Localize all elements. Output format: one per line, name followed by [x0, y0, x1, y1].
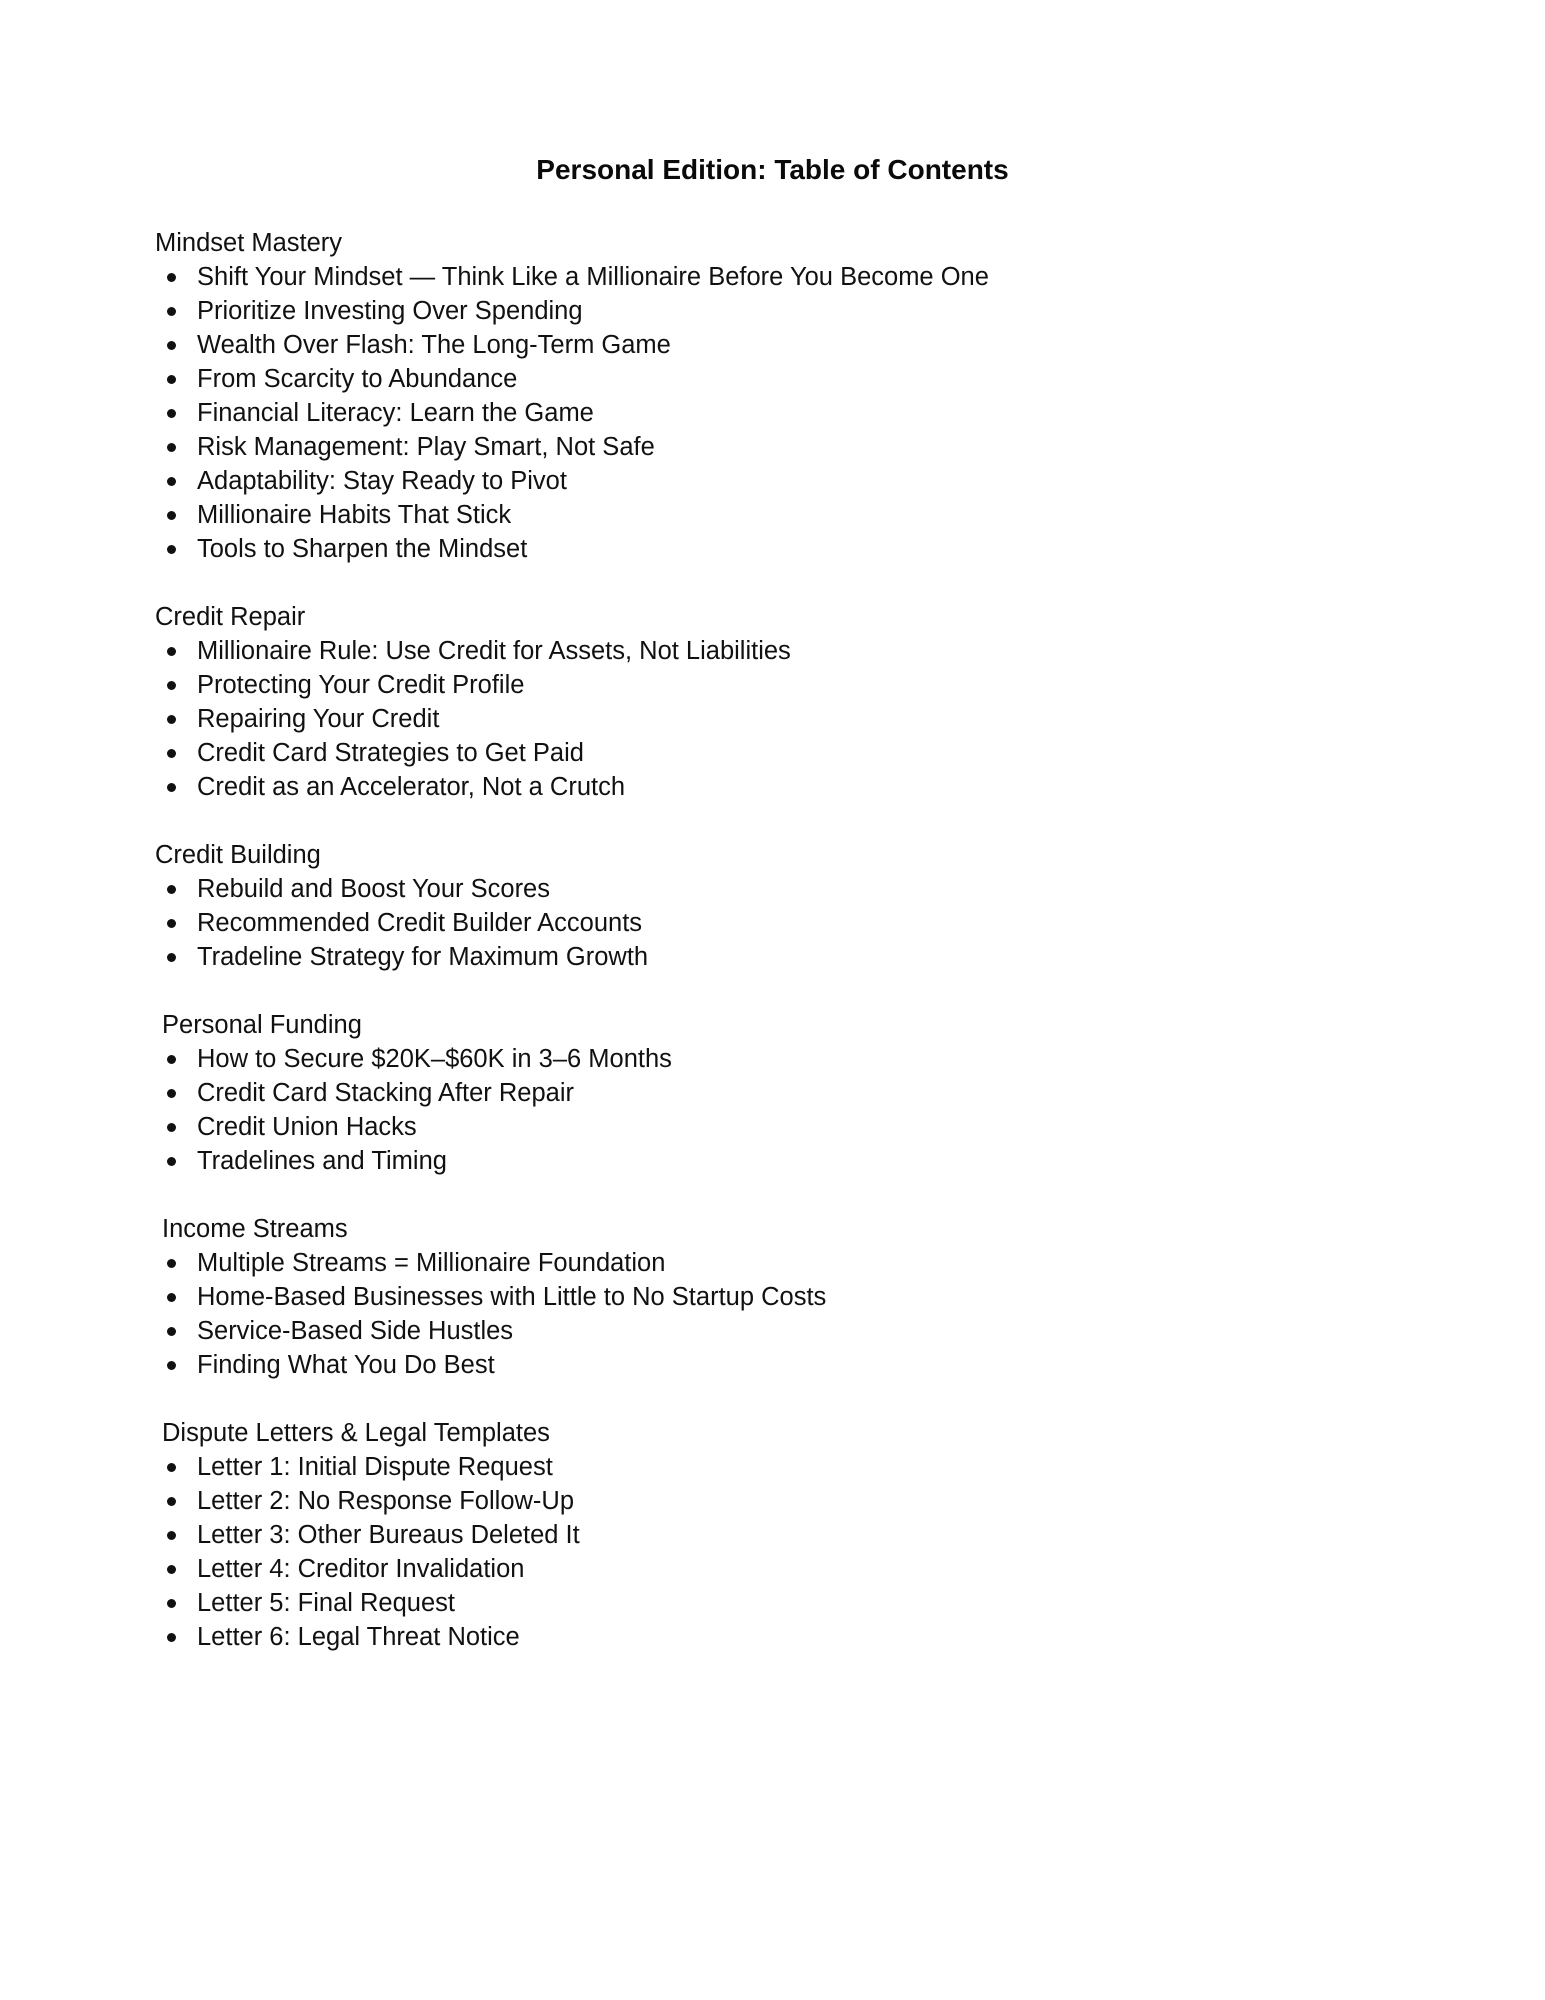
list-item [155, 498, 1405, 532]
list-item [155, 362, 1405, 396]
section-item-list [155, 1246, 1405, 1382]
list-item-text: Letter 4: Creditor Invalidation [197, 1555, 525, 1583]
list-item-text: Credit Card Stacking After Repair [197, 1079, 574, 1107]
bullet-icon [167, 1463, 176, 1472]
toc-section-credit-building [155, 838, 1405, 974]
toc-section-credit-repair [155, 600, 1405, 804]
list-item-text: Credit as an Accelerator, Not a Crutch [197, 773, 626, 801]
list-item-text: Finding What You Do Best [197, 1351, 495, 1379]
bullet-icon [167, 749, 176, 758]
list-item [155, 1042, 1405, 1076]
list-item [155, 430, 1405, 464]
bullet-icon [167, 307, 176, 316]
toc-section-dispute-letters [155, 1416, 1405, 1654]
list-item-text: Letter 5: Final Request [197, 1589, 455, 1617]
bullet-icon [167, 545, 176, 554]
bullet-icon [167, 1531, 176, 1540]
bullet-icon [167, 1327, 176, 1336]
section-item-list [155, 872, 1405, 974]
list-item [155, 1144, 1405, 1178]
bullet-icon [167, 715, 176, 724]
list-item-text: Letter 3: Other Bureaus Deleted It [197, 1521, 580, 1549]
list-item-text: From Scarcity to Abundance [197, 365, 518, 393]
list-item-text: Letter 6: Legal Threat Notice [197, 1623, 520, 1651]
bullet-icon [167, 1599, 176, 1608]
list-item [155, 1518, 1405, 1552]
bullet-icon [167, 1497, 176, 1506]
list-item-text: Risk Management: Play Smart, Not Safe [197, 433, 655, 461]
table-of-contents [155, 226, 1405, 1688]
section-heading: Credit Building [155, 841, 321, 869]
page-title: Personal Edition: Table of Contents [536, 154, 1009, 185]
bullet-icon [167, 443, 176, 452]
list-item [155, 1246, 1405, 1280]
list-item [155, 328, 1405, 362]
bullet-icon [167, 1157, 176, 1166]
bullet-icon [167, 681, 176, 690]
list-item-text: Recommended Credit Builder Accounts [197, 909, 643, 937]
list-item-text: Tools to Sharpen the Mindset [197, 535, 528, 563]
bullet-icon [167, 409, 176, 418]
section-item-list [155, 1450, 1405, 1654]
list-item [155, 260, 1405, 294]
toc-section-mindset-mastery [155, 226, 1405, 566]
bullet-icon [167, 511, 176, 520]
section-heading: Credit Repair [155, 603, 306, 631]
bullet-icon [167, 919, 176, 928]
bullet-icon [167, 1565, 176, 1574]
list-item [155, 1076, 1405, 1110]
list-item-text: Financial Literacy: Learn the Game [197, 399, 594, 427]
list-item-text: Repairing Your Credit [197, 705, 440, 733]
bullet-icon [167, 647, 176, 656]
bullet-icon [167, 885, 176, 894]
list-item [155, 1280, 1405, 1314]
bullet-icon [167, 1633, 176, 1642]
list-item-text: Credit Card Strategies to Get Paid [197, 739, 584, 767]
bullet-icon [167, 1259, 176, 1268]
list-item-text: Prioritize Investing Over Spending [197, 297, 583, 325]
list-item-text: Multiple Streams = Millionaire Foundation [197, 1249, 666, 1277]
bullet-icon [167, 953, 176, 962]
list-item-text: Shift Your Mindset — Think Like a Millionaire Before You Become One [197, 263, 989, 291]
list-item-text: Millionaire Habits That Stick [197, 501, 512, 529]
list-item [155, 770, 1405, 804]
list-item-text: Protecting Your Credit Profile [197, 671, 525, 699]
list-item [155, 1450, 1405, 1484]
list-item [155, 940, 1405, 974]
list-item [155, 702, 1405, 736]
list-item [155, 294, 1405, 328]
list-item [155, 872, 1405, 906]
list-item-text: Rebuild and Boost Your Scores [197, 875, 550, 903]
list-item-text: How to Secure $20K–$60K in 3–6 Months [197, 1045, 672, 1073]
list-item-text: Letter 1: Initial Dispute Request [197, 1453, 553, 1481]
section-item-list [155, 1042, 1405, 1178]
bullet-icon [167, 1055, 176, 1064]
list-item-text: Millionaire Rule: Use Credit for Assets, Not Liabilities [197, 637, 791, 665]
bullet-icon [167, 375, 176, 384]
bullet-icon [167, 273, 176, 282]
list-item-text: Credit Union Hacks [197, 1113, 417, 1141]
list-item-text: Letter 2: No Response Follow-Up [197, 1487, 575, 1515]
list-item-text: Tradeline Strategy for Maximum Growth [197, 943, 649, 971]
section-item-list [155, 260, 1405, 566]
list-item [155, 396, 1405, 430]
bullet-icon [167, 1361, 176, 1370]
section-heading: Personal Funding [162, 1011, 362, 1039]
list-item-text: Wealth Over Flash: The Long-Term Game [197, 331, 671, 359]
bullet-icon [167, 341, 176, 350]
bullet-icon [167, 1123, 176, 1132]
list-item [155, 736, 1405, 770]
bullet-icon [167, 783, 176, 792]
toc-section-income-streams [155, 1212, 1405, 1382]
list-item [155, 464, 1405, 498]
list-item [155, 906, 1405, 940]
list-item [155, 532, 1405, 566]
list-item [155, 1484, 1405, 1518]
section-heading: Income Streams [162, 1215, 348, 1243]
list-item [155, 634, 1405, 668]
list-item-text: Tradelines and Timing [197, 1147, 447, 1175]
list-item [155, 1110, 1405, 1144]
list-item [155, 1620, 1405, 1654]
list-item [155, 1552, 1405, 1586]
list-item-text: Home-Based Businesses with Little to No Startup Costs [197, 1283, 827, 1311]
list-item-text: Adaptability: Stay Ready to Pivot [197, 467, 567, 495]
list-item [155, 1348, 1405, 1382]
bullet-icon [167, 1293, 176, 1302]
bullet-icon [167, 477, 176, 486]
section-heading: Dispute Letters & Legal Templates [162, 1419, 550, 1447]
toc-section-personal-funding [155, 1008, 1405, 1178]
section-item-list [155, 634, 1405, 804]
list-item [155, 1314, 1405, 1348]
list-item [155, 668, 1405, 702]
list-item [155, 1586, 1405, 1620]
list-item-text: Service-Based Side Hustles [197, 1317, 514, 1345]
bullet-icon [167, 1089, 176, 1098]
section-heading: Mindset Mastery [155, 229, 343, 257]
